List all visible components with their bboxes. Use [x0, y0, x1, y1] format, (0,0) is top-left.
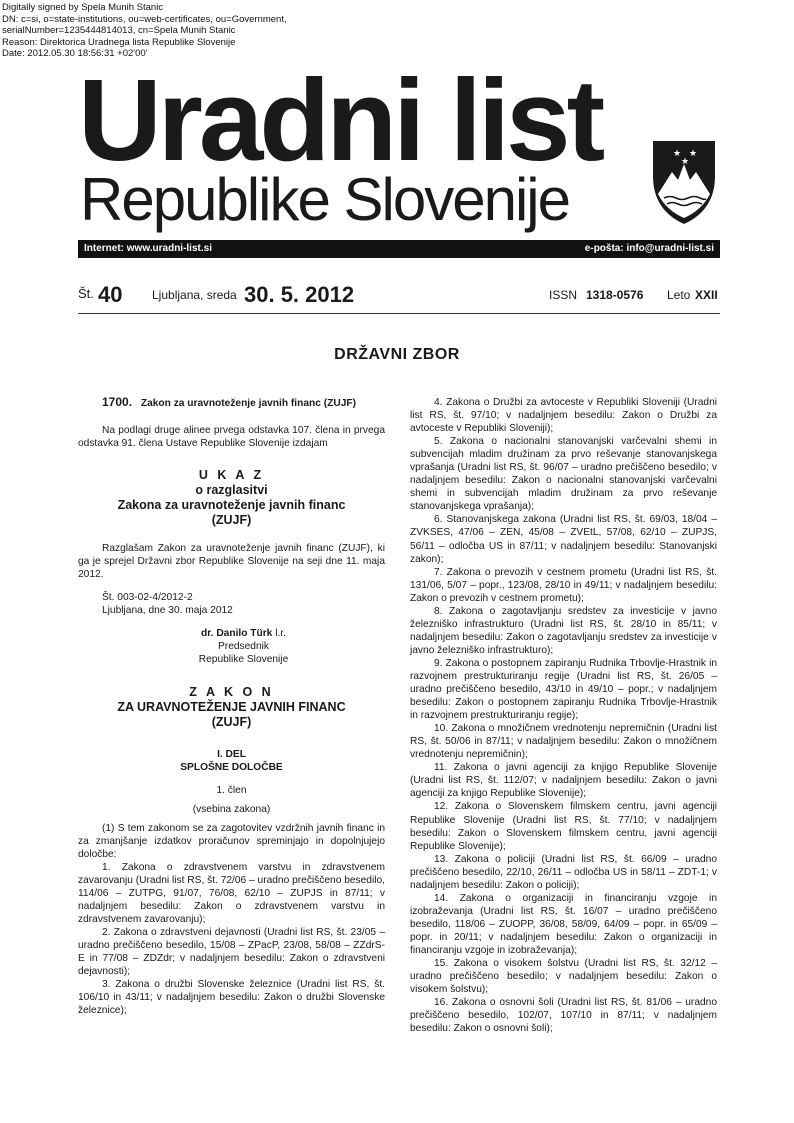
reference-date: Ljubljana, dne 30. maja 2012 [102, 605, 233, 617]
paragraph: 10. Zakona o množičnem vrednotenju nepremičnin (Uradni list RS, št. 50/06 in 87/11; v nadaljnjem besedilu: Zakon o množičnem vrednotenju nepremičnin); [410, 723, 717, 761]
signature-line: Digitally signed by Spela Munih Stanic [2, 2, 164, 13]
article-title: (vsebina zakona) [192, 803, 271, 815]
issue-place-day: Ljubljana, sreda [152, 288, 237, 302]
paragraph: 16. Zakona o osnovni šoli (Uradni list RS, št. 81/06 – uradno prečiščeno besedilo, 102/07, 107/10 in 87/11; v nadaljnjem besedilu: Zakon o osnovni šoli); [410, 997, 717, 1035]
paragraph: 2. Zakona o zdravstveni dejavnosti (Uradni list RS, št. 23/05 – uradno prečiščeno besedilo, 15/08 – ZPacP, 23/08, 58/08 – ZZdrS-E in 77/08 – ZDZdr; v nadaljnjem besedilu: Zakon o zdravstveni dejavnosti); [78, 927, 385, 978]
paragraph: 3. Zakona o družbi Slovenske železnice (Uradni list RS, št. 106/10 in 43/11; v nadaljnjem besedilu: Zakon o družbi Slovenske železnice); [78, 979, 385, 1017]
paragraph: 6. Stanovanjskega zakona (Uradni list RS, št. 69/03, 18/04 – ZVKSES, 47/06 – ZEN, 45/08 – ZVEtL, 57/08, 62/10 – ZUPJS, 56/11 – odločba US in 87/11; v nadaljnjem besedilu: Stanovanjski zakon); [410, 514, 717, 565]
paragraph: 14. Zakona o organizaciji in financiranju vzgoje in izobraževanja (Uradni list RS, št. 16/07 – uradno prečiščeno besedilo, 118/06 – ZUOPP, 36/08, 58/09, 64/09 – popr. in 65/09 – popr. in 20/11; v nadaljnjem besedilu: Zakon o organizaciji in financiranju vzgoje in izobraževanja); [410, 892, 717, 956]
right-column [410, 396, 717, 1035]
digital-signature [2, 2, 287, 60]
paragraph: 15. Zakona o visokem šolstvu (Uradni list RS, št. 32/12 – uradno prečiščeno besedilo; v nadaljnjem besedilu: Zakon o visokem šolstvu); [410, 958, 717, 996]
svg-text:★: ★ [689, 149, 698, 159]
act-heading [78, 396, 385, 410]
svg-text:★: ★ [673, 149, 682, 159]
divider [78, 313, 720, 314]
email-link[interactable]: e-pošta: info@uradni-list.si [584, 243, 714, 254]
promulgation: Razglašam Zakon za uravnoteženje javnih financ (ZUJF), ki ga je sprejel Državni zbor Republike Slovenije na seji dne 11. maja 2012. [78, 543, 385, 581]
issue-number-label: Št. [78, 286, 94, 301]
zakon-line: ZA URAVNOTEŽENJE JAVNIH FINANC [117, 699, 346, 714]
signature-line: serialNumber=1235444814013, cn=Spela Munih Stanic [2, 25, 236, 36]
ukaz-heading: U K A Z [198, 468, 265, 483]
coat-of-arms-icon [650, 138, 718, 226]
part-title: SPLOŠNE DOLOČBE [180, 761, 283, 773]
paragraph: 5. Zakona o nacionalni stanovanjski varčevalni shemi in subvencijah mladim družinam za prvo reševanje stanovanjskega vprašanja (Uradni list RS, št. 96/07 – uradno prečiščeno besedilo; v nadaljnjem besedilu: Zakon o nacionalni stanovanjski varčevalni shemi in subvencijah mladim družinam za prvo reševanje stanovanjskega vprašanja); [410, 436, 717, 513]
issn-value: 1318-0576 [586, 288, 644, 302]
signer-suffix: l.r. [272, 628, 286, 640]
zakon-line: (ZUJF) [211, 714, 252, 729]
act-number: 1700. [102, 395, 133, 409]
paragraph: 11. Zakona o javni agenciji za knjigo Republike Slovenije (Uradni list RS, št. 112/07; v nadaljnjem besedilu: Zakon o javni agenciji za knjigo Republike Slovenije); [410, 762, 717, 800]
signer-name: dr. Danilo Türk [201, 628, 273, 640]
reference-number: Št. 003-02-4/2012-2 [102, 592, 193, 604]
part-heading: I. DEL [217, 748, 246, 760]
ukaz-line: o razglasitvi [195, 483, 268, 498]
paragraph: 7. Zakona o prevozih v cestnem prometu (Uradni list RS, št. 131/06, 5/07 – popr., 123/08, 28/10 in 49/11; v nadaljnjem besedilu: Zakon o prevozih v cestnem prometu); [410, 566, 717, 604]
signer-org: Republike Slovenije [198, 654, 289, 666]
internet-link[interactable]: Internet: www.uradni-list.si [84, 243, 212, 254]
signer-role: Predsednik [218, 641, 269, 653]
masthead-subtitle: Republike Slovenije [80, 166, 569, 233]
article-heading: 1. člen [216, 784, 247, 796]
paragraph: 8. Zakona o zagotavljanju sredstev za investicije v javno železniško infrastrukturo (Uradni list RS, št. 28/10 in 85/11; v nadaljnjem besedilu: Zakon o zagotavljanju sredstev za investicije v javno železniško infrastrukturo); [410, 605, 717, 656]
ukaz-line: Zakona za uravnoteženje javnih financ [117, 498, 346, 513]
signer [78, 627, 385, 640]
act-title: Zakon za uravnoteženje javnih financ (ZUJF) [140, 398, 356, 409]
masthead-title: Uradni list [78, 55, 602, 185]
year-value: XXII [695, 288, 718, 302]
section-title: DRŽAVNI ZBOR [334, 346, 460, 363]
paragraph: 1. Zakona o zdravstvenem varstvu in zdravstvenem zavarovanju (Uradni list RS, št. 72/06 – uradno prečiščeno besedilo, 114/06 – ZUTPG, 91/07, 76/08, 62/10 – ZUPJS in 87/11; v nadaljnjem besedilu: Zakon o zdravstvenem varstvu in zdravstvenem zavarovanju); [78, 861, 385, 926]
zakon-heading: Z A K O N [189, 684, 274, 699]
svg-text:★: ★ [681, 157, 690, 167]
signature-line: DN: c=si, o=state-institutions, ou=web-certificates, ou=Government, [2, 13, 287, 25]
year-label: Leto [667, 288, 691, 302]
issue-line [78, 282, 720, 312]
paragraph: (1) S tem zakonom se za zagotovitev vzdržnih javnih financ in za zmanjšanje izdatkov proračunov spreminjajo in dopolnjujejo določbe: [78, 822, 385, 860]
paragraph: 12. Zakona o Slovenskem filmskem centru, javni agenciji Republike Slovenije (Uradni list RS, št. 77/10; v nadaljnjem besedilu: Zakon o Slovenskem filmskem centru, javni agenciji Republike Slovenije); [410, 801, 717, 852]
contact-bar [78, 240, 720, 258]
preamble: Na podlagi druge alinee prvega odstavka 107. člena in prvega odstavka 91. člena Ustave Republike Slovenije izdajam [78, 425, 385, 450]
signature-line: Date: 2012.05.30 18:56:31 +02'00' [2, 48, 148, 59]
ukaz-line: (ZUJF) [211, 513, 252, 528]
signature-line: Reason: Direktorica Uradnega lista Republike Slovenije [2, 36, 236, 48]
paragraph: 9. Zakona o postopnem zapiranju Rudnika Trbovlje-Hrastnik in razvojnem prestrukturiranju regije (Uradni list RS, št. 26/05 – uradno prečiščeno besedilo, 43/10 in 49/10 – popr.; v nadaljnjem besedilu: Zakon o postopnem zapiranju Rudnika Trbovlje-Hrastnik in razvojnem prestrukturiranju regije); [410, 657, 717, 722]
issue-date: 30. 5. 2012 [244, 282, 355, 307]
issue-number: 40 [98, 282, 123, 307]
paragraph: 4. Zakona o Družbi za avtoceste v Republiki Sloveniji (Uradni list RS, št. 97/10; v nadaljnjem besedilu: Zakon o Družbi za avtoceste v Republiki Sloveniji); [410, 397, 717, 435]
left-column [78, 396, 385, 1017]
issn-label: ISSN [549, 288, 578, 302]
paragraph: 13. Zakona o policiji (Uradni list RS, št. 66/09 – uradno prečiščeno besedilo, 22/10, 26/11 – odločba US in 58/11 – ZDT-1; v nadaljnjem besedilu: Zakon o policiji); [410, 853, 717, 891]
